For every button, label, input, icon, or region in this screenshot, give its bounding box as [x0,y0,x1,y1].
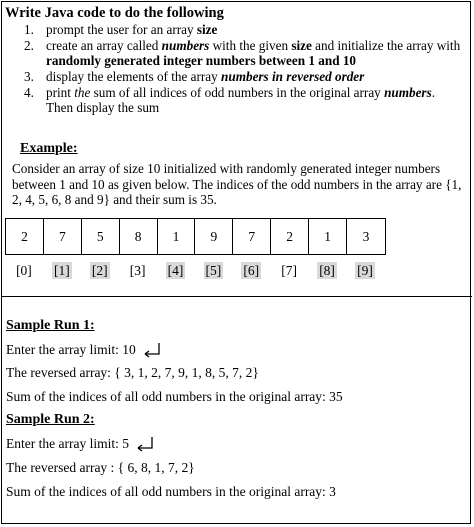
index-label: [0] [16,263,32,278]
step-number: 1. [24,22,34,37]
index-cell [194,262,232,279]
index-label: [5] [205,263,222,278]
sample-run-2-heading: Sample Run 2: [6,412,95,427]
step-number: 3. [24,69,34,84]
sample-run-1-reversed: The reversed array: { 3, 1, 2, 7, 9, 1, 8, 5, 7, 2} [6,365,259,380]
index-label: [7] [281,263,298,278]
array-table [5,218,386,255]
sample-run-1-heading: Sample Run 1: [6,318,95,333]
array-cell: 9 [195,219,233,254]
sample-run-2-reversed: The reversed array : { 6, 8, 1, 7, 2} [6,460,195,475]
index-label: [3] [129,263,146,278]
enter-key-icon [133,436,155,454]
step-number: 4. [24,85,34,100]
index-cell [43,262,81,279]
sample-run-1-sum: Sum of the indices of all odd numbers in the original array: 35 [6,389,343,404]
divider [2,296,472,297]
sample-run-2-prompt: Enter the array limit: 5 [6,436,155,454]
array-cell: 7 [44,219,82,254]
step-text: create an array called numbers with the given size and initialize the array with randomly generated integer numbers between 1 and 10 [46,38,461,68]
array-cell: 8 [120,219,158,254]
array-cell: 3 [362,228,370,244]
index-cell [232,262,270,279]
index-cell [157,262,195,279]
array-cell: 5 [82,219,120,254]
array-cell: 1 [309,219,347,254]
index-label: [6] [243,263,260,278]
index-cell [81,262,119,279]
sample-run-1-prompt: Enter the array limit: 10 [6,342,162,360]
sample-run-2-sum: Sum of the indices of all odd numbers in the original array: 3 [6,484,336,499]
index-label: [2] [91,263,108,278]
index-label: [1] [53,263,70,278]
example-intro: Consider an array of size 10 initialized with randomly generated integer numbers between 1 and 10 as given below. The indices of the odd numbers in the array are {1, 2, 4, 5, 6, 8 and 9} and their sum is 35. [12,161,462,207]
index-cell [119,262,157,279]
index-cell [270,262,308,279]
array-cell: 1 [158,219,196,254]
index-label: [9] [357,263,373,278]
array-cell: 7 [233,219,271,254]
index-row [5,262,384,279]
array-cell: 2 [271,219,309,254]
page-title: Write Java code to do the following [5,5,224,21]
step-text: display the elements of the array numbers in reversed order [46,69,365,84]
example-heading: Example: [20,141,78,156]
index-cell [5,262,43,279]
array-cell: 2 [6,219,44,254]
step-text: print the sum of all indices of odd numbers in the original array numbers. Then display the sum [46,85,435,115]
index-label: [4] [167,263,184,278]
index-cell [308,262,346,279]
step-number: 2. [24,38,34,53]
index-cell [346,262,384,279]
step-text: prompt the user for an array size [46,22,218,37]
index-label: [8] [319,263,335,278]
enter-key-icon [140,342,162,360]
